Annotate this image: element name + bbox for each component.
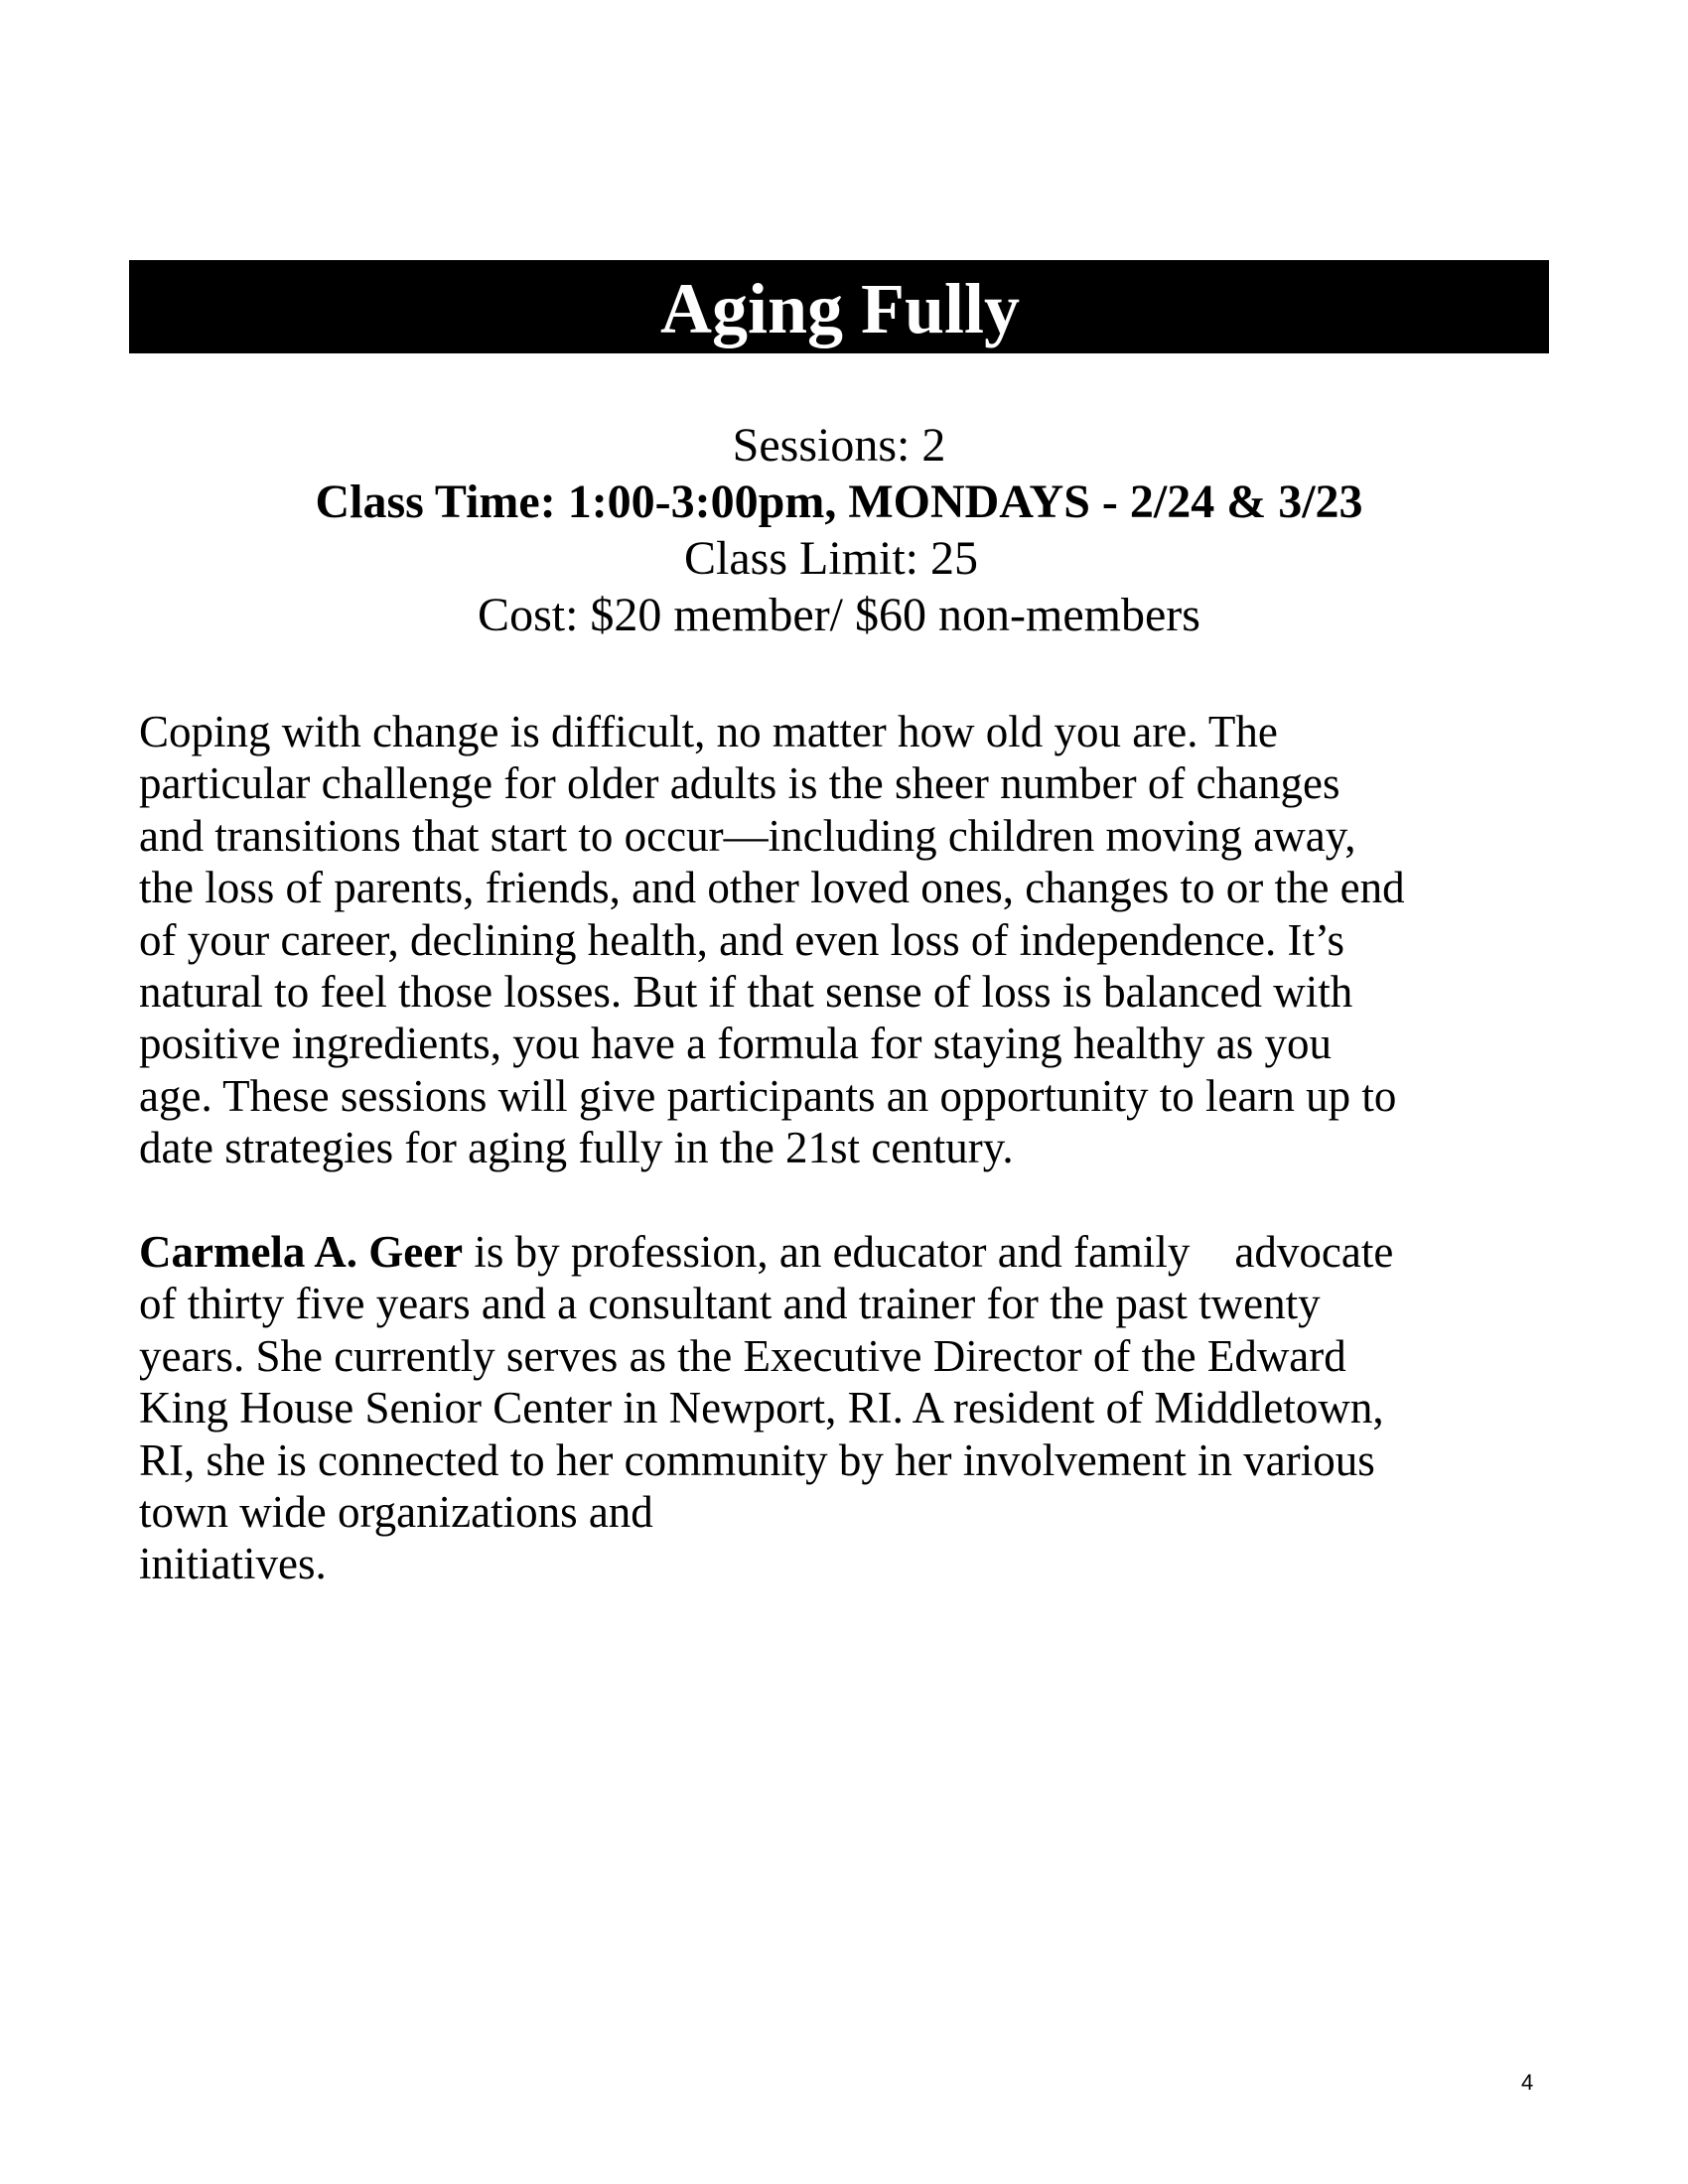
description-line: date strategies for aging fully in the 21st century. <box>139 1123 1014 1173</box>
description-line: the loss of parents, friends, and other loved ones, changes to or the end <box>139 863 1405 913</box>
instructor-bio <box>139 1226 1559 1590</box>
instructor-name: Carmela A. Geer <box>139 1227 464 1277</box>
class-limit-text: Class Limit: 25 <box>683 532 978 585</box>
bio-line: of thirty five years and a consultant and trainer for the past twenty <box>139 1279 1321 1329</box>
description-line: Coping with change is difficult, no matter how old you are. The <box>139 707 1278 756</box>
sessions-text: Sessions: 2 <box>732 419 946 472</box>
description-line: positive ingredients, you have a formula for staying healthy as you <box>139 1019 1332 1069</box>
description-line: natural to feel those losses. But if that sense of loss is balanced with <box>139 967 1353 1018</box>
bio-line: years. She currently serves as the Executive Director of the Edward <box>139 1330 1346 1381</box>
description-line: and transitions that start to occur—including children moving away, <box>139 810 1356 861</box>
description-line: age. These sessions will give participants an opportunity to learn up to <box>139 1070 1397 1121</box>
description-line: of your career, declining health, and even loss of independence. It’s <box>139 914 1344 965</box>
bio-first-line <box>139 1226 1559 1278</box>
class-time-text: Class Time: 1:00-3:00pm, MONDAYS - 2/24 & 3/23 <box>315 476 1363 528</box>
bio-line: initiatives. <box>139 1539 327 1589</box>
description-paragraph <box>139 706 1559 1174</box>
page-title: Aging Fully <box>659 269 1021 348</box>
cost-text: Cost: $20 member/ $60 non-members <box>478 589 1200 641</box>
bio-line: RI, she is connected to her community by her involvement in various <box>139 1434 1375 1485</box>
bio-first-line-text: is by profession, an educator and family advocate <box>463 1227 1394 1277</box>
class-info <box>129 417 1549 643</box>
page-number: 4 <box>1521 2070 1534 2095</box>
title-banner <box>129 260 1549 353</box>
bio-line: King House Senior Center in Newport, RI. A resident of Middletown, <box>139 1383 1384 1433</box>
description-line: particular challenge for older adults is the sheer number of changes <box>139 758 1340 809</box>
bio-line: town wide organizations and <box>139 1487 653 1538</box>
